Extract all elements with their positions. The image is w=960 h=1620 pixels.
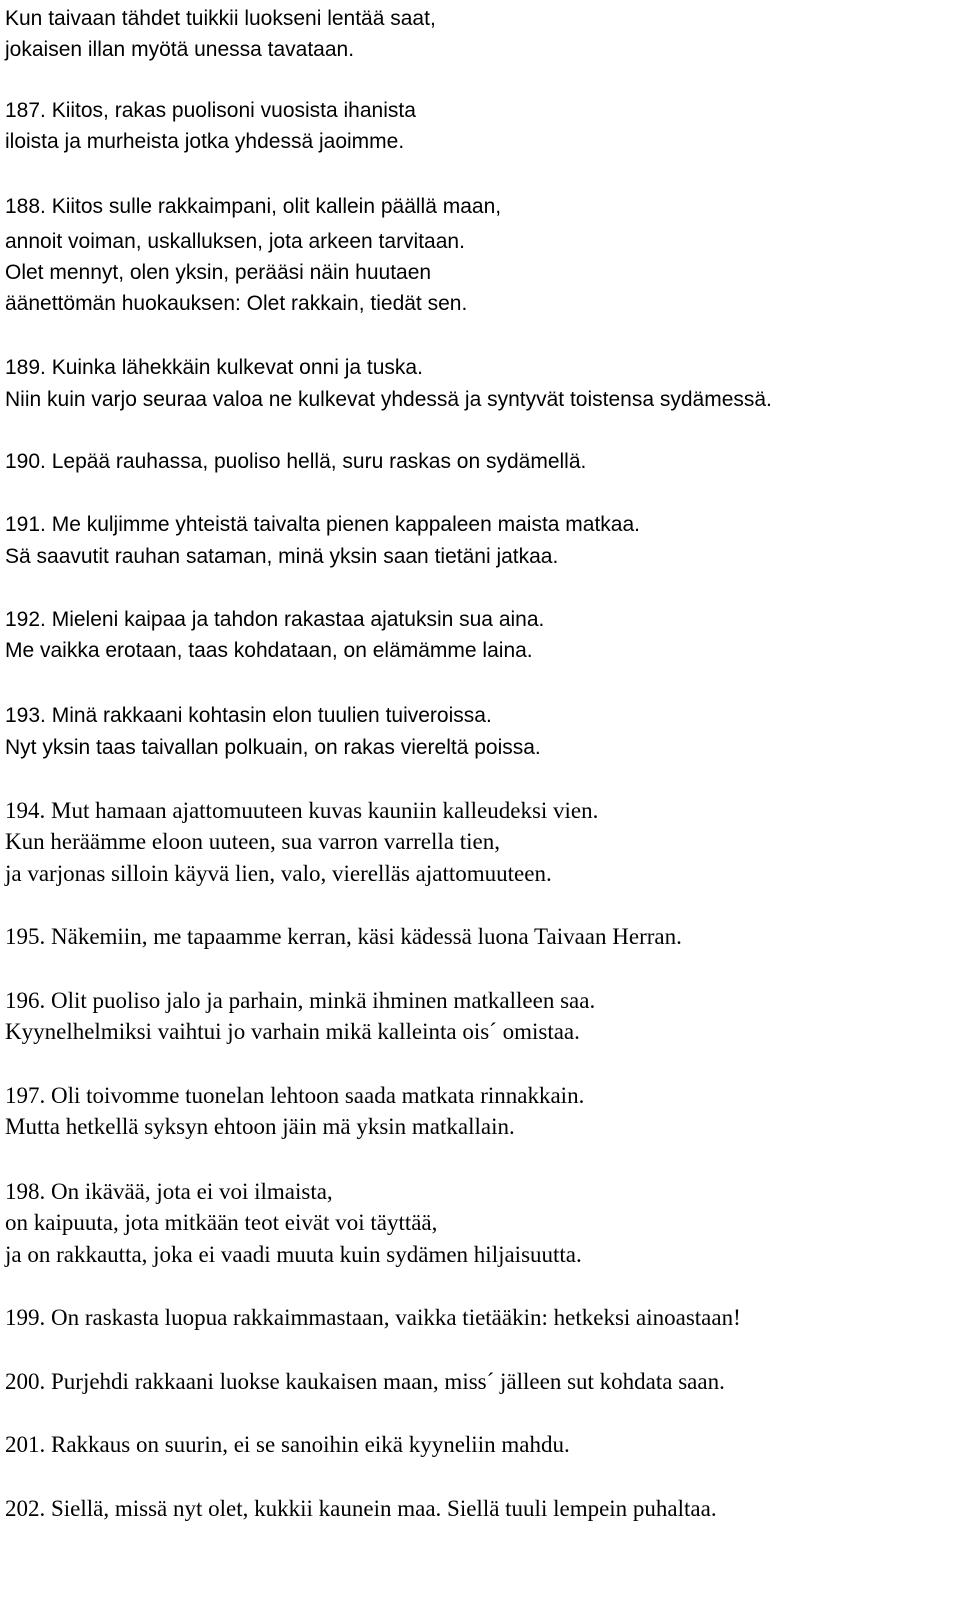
- text-line: 200. Purjehdi rakkaani luokse kaukaisen maan, miss´ jälleen sut kohdata saan.: [5, 1369, 725, 1394]
- text-line: 187. Kiitos, rakas puolisoni vuosista ihanista: [5, 99, 416, 122]
- text-line: Kun taivaan tähdet tuikkii luokseni lentää saat,: [5, 7, 436, 30]
- text-line: 191. Me kuljimme yhteistä taivalta pienen kappaleen maista matkaa.: [5, 513, 641, 536]
- text-line: Me vaikka erotaan, taas kohdataan, on elämämme laina.: [5, 639, 533, 662]
- text-line: iloista ja murheista jotka yhdessä jaoimme.: [5, 130, 405, 153]
- text-line: annoit voiman, uskalluksen, jota arkeen tarvitaan.: [5, 230, 465, 253]
- text-line: 199. On raskasta luopua rakkaimmastaan, vaikka tietääkin: hetkeksi ainoastaan!: [5, 1305, 741, 1330]
- text-line: Kun heräämme eloon uuteen, sua varron varrella tien,: [5, 829, 500, 854]
- text-line: Sä saavutit rauhan sataman, minä yksin saan tietäni jatkaa.: [5, 545, 559, 568]
- text-line: 201. Rakkaus on suurin, ei se sanoihin eikä kyyneliin mahdu.: [5, 1432, 570, 1457]
- text-line: äänettömän huokauksen: Olet rakkain, tiedät sen.: [5, 292, 468, 315]
- text-line: 192. Mieleni kaipaa ja tahdon rakastaa ajatuksin sua aina.: [5, 608, 545, 631]
- text-line: ja varjonas silloin käyvä lien, valo, vierelläs ajattomuuteen.: [5, 861, 552, 886]
- text-line: 198. On ikävää, jota ei voi ilmaista,: [5, 1179, 333, 1204]
- text-line: Nyt yksin taas taivallan polkuain, on rakas viereltä poissa.: [5, 736, 541, 759]
- text-line: Niin kuin varjo seuraa valoa ne kulkevat yhdessä ja syntyvät toistensa sydämessä.: [5, 388, 772, 411]
- text-line: 195. Näkemiin, me tapaamme kerran, käsi kädessä luona Taivaan Herran.: [5, 924, 682, 949]
- text-line: 194. Mut hamaan ajattomuuteen kuvas kauniin kalleudeksi vien.: [5, 798, 599, 823]
- text-line: jokaisen illan myötä unessa tavataan.: [5, 38, 355, 61]
- text-line: Mutta hetkellä syksyn ehtoon jäin mä yksin matkallain.: [5, 1114, 515, 1139]
- text-line: 189. Kuinka lähekkäin kulkevat onni ja tuska.: [5, 356, 423, 379]
- text-line: ja on rakkautta, joka ei vaadi muuta kuin sydämen hiljaisuutta.: [5, 1242, 582, 1267]
- text-line: Kyynelhelmiksi vaihtui jo varhain mikä kalleinta ois´ omistaa.: [5, 1019, 580, 1044]
- text-line: 202. Siellä, missä nyt olet, kukkii kaunein maa. Siellä tuuli lempein puhaltaa.: [5, 1496, 717, 1521]
- text-line: 196. Olit puoliso jalo ja parhain, minkä ihminen matkalleen saa.: [5, 988, 596, 1013]
- text-line: on kaipuuta, jota mitkään teot eivät voi täyttää,: [5, 1210, 438, 1235]
- text-line: 190. Lepää rauhassa, puoliso hellä, suru raskas on sydämellä.: [5, 450, 587, 473]
- text-line: 188. Kiitos sulle rakkaimpani, olit kallein päällä maan,: [5, 195, 502, 218]
- text-line: 193. Minä rakkaani kohtasin elon tuulien tuiveroissa.: [5, 704, 492, 727]
- text-line: 197. Oli toivomme tuonelan lehtoon saada matkata rinnakkain.: [5, 1083, 585, 1108]
- text-line: Olet mennyt, olen yksin, perääsi näin huutaen: [5, 261, 432, 284]
